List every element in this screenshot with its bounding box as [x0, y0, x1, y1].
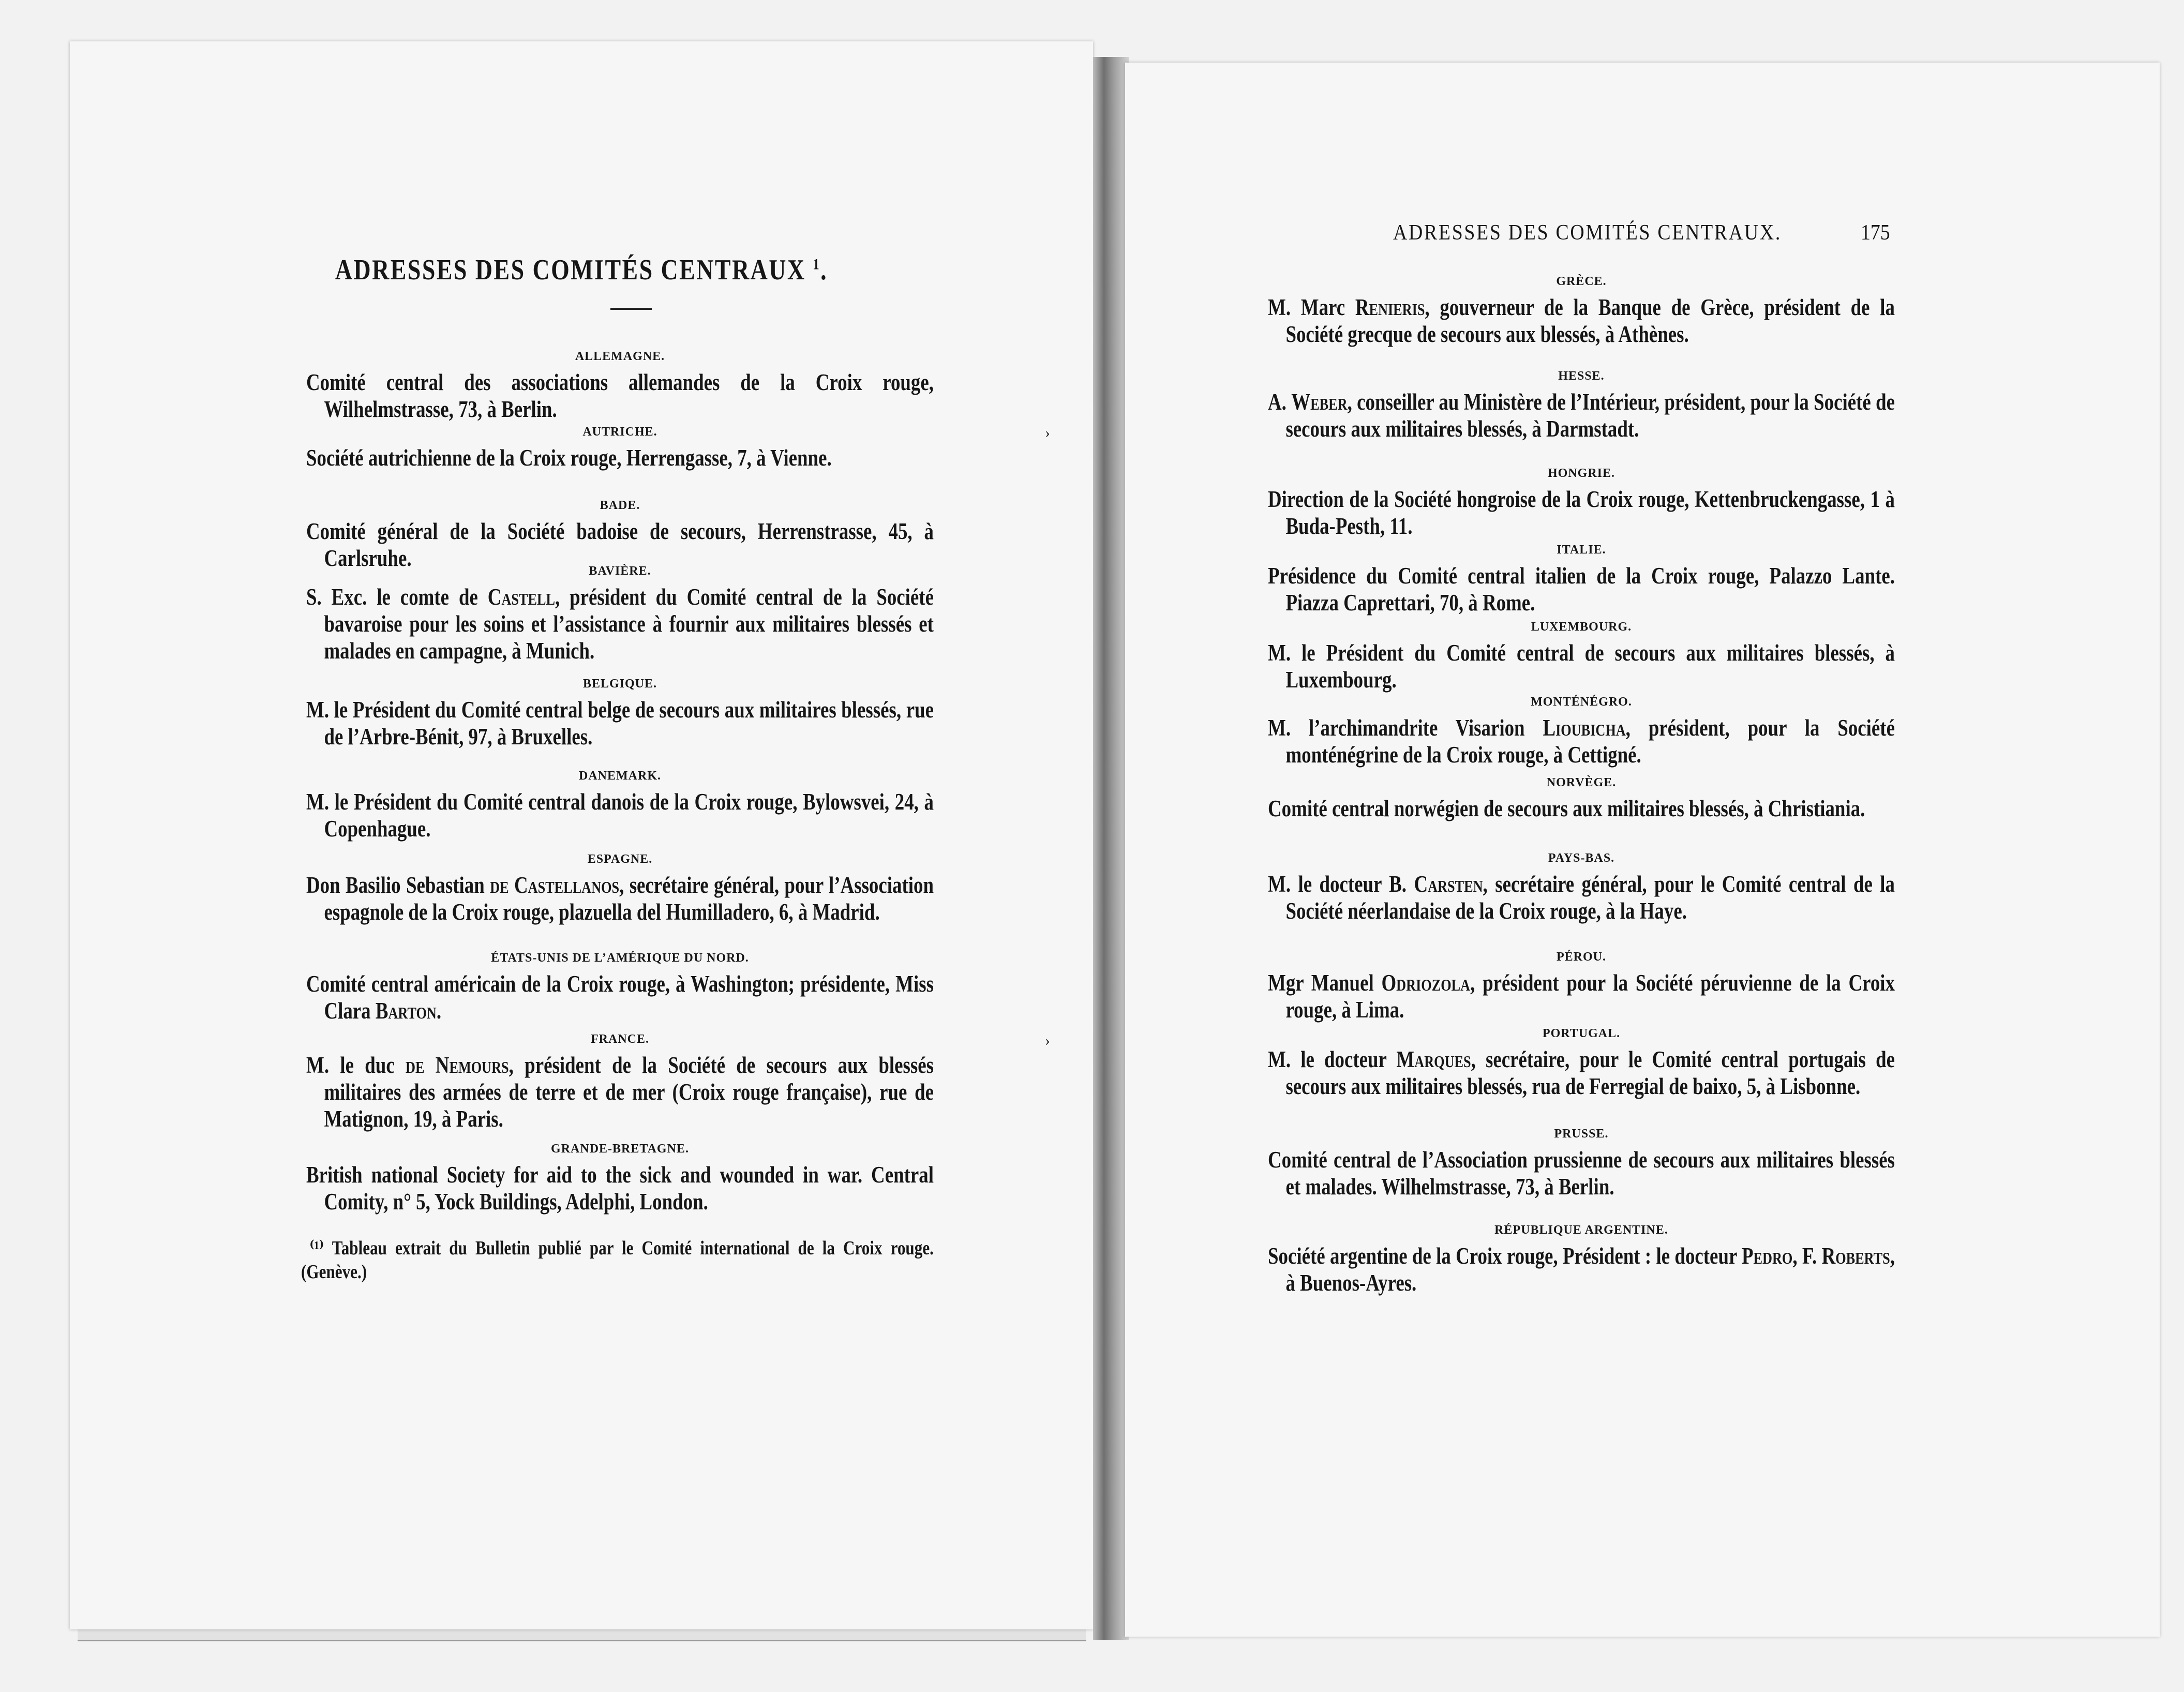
- country-heading: PAYS-BAS.: [1548, 851, 1615, 865]
- address-section: [306, 1032, 934, 1132]
- entry-text: , secrétaire général, pour l’Association espagnole de la Croix rouge, plazuella del Humilladero, 6, à Madrid.: [324, 872, 934, 925]
- country-heading: ÉTATS-UNIS DE L’AMÉRIQUE DU NORD.: [491, 951, 749, 965]
- entry-text: A.: [1268, 388, 1292, 415]
- page-title: ADRESSES DES COMITÉS CENTRAUX $^1$.: [335, 254, 828, 286]
- entry-wrap: [306, 444, 934, 471]
- entry-text: M. le Président du Comité central belge de secours aux militaires blessés, rue de l’Arbre-Bénit, 97, à Bruxelles.: [306, 696, 934, 750]
- entry-text: M. le docteur: [1268, 1046, 1397, 1072]
- entry-text: M. le Président du Comité central de secours aux militaires blessés, à Luxembourg.: [1268, 639, 1895, 693]
- address-section: [1268, 695, 1895, 768]
- address-entry: [306, 444, 934, 471]
- person-name: de Nemours: [406, 1052, 509, 1078]
- country-heading: LUXEMBOURG.: [1531, 620, 1632, 634]
- address-section: [306, 499, 934, 572]
- country-heading: ITALIE.: [1557, 543, 1606, 557]
- address-entry: [1268, 562, 1895, 616]
- country-heading: PRUSSE.: [1554, 1127, 1609, 1141]
- running-head: ADRESSES DES COMITÉS CENTRAUX.: [1393, 221, 1782, 245]
- entry-wrap: [306, 518, 934, 572]
- address-entry: [1268, 969, 1895, 1023]
- entry-wrap: [306, 872, 934, 925]
- address-entry: [1268, 1242, 1895, 1296]
- entry-wrap: [1268, 795, 1895, 822]
- person-name: Marques: [1396, 1046, 1471, 1072]
- address-section: [306, 350, 934, 423]
- person-name: Carsten: [1414, 871, 1483, 897]
- address-section: [306, 677, 934, 750]
- entry-wrap: [1268, 1242, 1895, 1296]
- entry-text: Direction de la Société hongroise de la Croix rouge, Kettenbruckengasse, 1 à Buda-Pesth, 11.: [1268, 486, 1895, 540]
- address-section: [306, 852, 934, 925]
- address-section: [306, 769, 934, 842]
- person-name: Weber: [1291, 388, 1348, 415]
- entry-text: , à Buenos-Ayres.: [1285, 1242, 1895, 1296]
- address-entry: [1268, 871, 1895, 924]
- footnote-wrap: [301, 1236, 934, 1284]
- entry-wrap: [306, 788, 934, 842]
- address-entry: [1268, 795, 1895, 822]
- address-section: [1268, 369, 1895, 442]
- address-entry: [1268, 1146, 1895, 1200]
- entry-wrap: [1268, 1146, 1895, 1200]
- entry-text: M. le Président du Comité central danois de la Croix rouge, Bylowsvei, 24, à Copenhague.: [306, 788, 934, 842]
- country-heading: GRANDE-BRETAGNE.: [551, 1142, 689, 1156]
- title-footnote-ref: 1: [813, 256, 821, 273]
- address-section: [1268, 467, 1895, 540]
- entry-text: M. Marc: [1268, 294, 1355, 320]
- address-section: [1268, 1027, 1895, 1100]
- entry-wrap: [1268, 1046, 1895, 1100]
- entry-text: , président, pour la Société monténégrine de la Croix rouge, à Cettigné.: [1285, 714, 1895, 768]
- address-entry: [1268, 639, 1895, 693]
- entry-text: Présidence du Comité central italien de la Croix rouge, Palazzo Lante. Piazza Caprettari, 70, à Rome.: [1268, 563, 1895, 616]
- address-entry: [1268, 388, 1895, 442]
- entry-text: , président du Comité central de la Société bavaroise pour les soins et l’assistance à fournir aux militaires blessés et malades en campagne, à Munich.: [324, 583, 934, 664]
- address-entry: [1268, 486, 1895, 540]
- entry-wrap: [306, 970, 934, 1024]
- country-heading: HONGRIE.: [1547, 467, 1615, 481]
- address-entry: [306, 369, 934, 423]
- person-name: Castell: [487, 583, 555, 610]
- entry-text: , président de la Société de secours aux blessés militaires des armées de terre et de mer (Croix rouge française), rue de Matignon, 19, à Paris.: [324, 1052, 934, 1132]
- address-entry: [306, 872, 934, 925]
- country-heading: GRÈCE.: [1556, 274, 1607, 288]
- address-section: [306, 1142, 934, 1215]
- book-gutter: [1093, 57, 1129, 1640]
- entry-wrap: [1268, 871, 1895, 924]
- entry-text: British national Society for aid to the sick and wounded in war. Central Comity, n° 5, Yock Buildings, Adelphi, London.: [306, 1162, 934, 1215]
- entry-text: , gouverneur de la Banque de Grèce, président de la Société grecque de secours aux blessés, à Athènes.: [1285, 294, 1895, 347]
- entry-text: M. l’archimandrite Visarion: [1268, 714, 1543, 741]
- address-entry: [1268, 1046, 1895, 1100]
- address-section: [1268, 950, 1895, 1023]
- country-heading: MONTÉNÉGRO.: [1531, 695, 1632, 709]
- country-heading: AUTRICHE.: [582, 425, 657, 439]
- entry-text: Comité central américain de la Croix rouge, à Washington; présidente, Miss Clara: [306, 971, 934, 1024]
- entry-wrap: [1268, 714, 1895, 768]
- person-name: Renieris: [1355, 294, 1425, 320]
- entry-text: Mgr Manuel: [1268, 969, 1382, 996]
- entry-wrap: [1268, 486, 1895, 540]
- address-entry: [1268, 294, 1895, 348]
- person-name: Lioubicha: [1543, 714, 1626, 741]
- entry-text: , président pour la Société péruvienne de la Croix rouge, à Lima.: [1285, 969, 1895, 1023]
- address-entry: [1268, 714, 1895, 768]
- title-rule: [610, 308, 652, 310]
- entry-text: , secrétaire général, pour le Comité central de la Société néerlandaise de la Croix rouge, à la Haye.: [1285, 871, 1895, 924]
- entry-wrap: [306, 583, 934, 664]
- person-name: Odriozola: [1381, 969, 1471, 996]
- right-page: [1125, 63, 2160, 1637]
- country-heading: HESSE.: [1558, 369, 1605, 383]
- entry-wrap: [306, 696, 934, 750]
- entry-text: , secrétaire, pour le Comité central portugais de secours aux militaires blessés, rua de Ferregial de baixo, 5, à Lisbonne.: [1285, 1046, 1895, 1099]
- person-name: Barton: [375, 998, 437, 1024]
- country-heading: ESPAGNE.: [587, 852, 653, 866]
- person-name: Pedro: [1741, 1242, 1793, 1269]
- left-page: [70, 41, 1093, 1629]
- address-section: [1268, 620, 1895, 693]
- entry-text: M. le duc: [306, 1052, 406, 1078]
- address-entry: [306, 970, 934, 1024]
- entry-wrap: [1268, 388, 1895, 442]
- entry-wrap: [306, 369, 934, 423]
- country-heading: PORTUGAL.: [1542, 1026, 1621, 1040]
- country-heading: DANEMARK.: [579, 769, 661, 783]
- entry-text: Société argentine de la Croix rouge, Président : le docteur: [1268, 1242, 1742, 1269]
- country-heading: FRANCE.: [591, 1032, 649, 1046]
- entry-wrap: [1268, 969, 1895, 1023]
- country-heading: RÉPUBLIQUE ARGENTINE.: [1494, 1223, 1668, 1237]
- title-text: ADRESSES DES COMITÉS CENTRAUX: [335, 254, 806, 286]
- entry-text: Comité central de l’Association prussienne de secours aux militaires blessés et malades. Wilhelmstrasse, 73, à Berlin.: [1268, 1146, 1895, 1200]
- entry-wrap: [1268, 294, 1895, 348]
- country-heading: BAVIÈRE.: [589, 564, 651, 578]
- country-heading: BADE.: [600, 499, 640, 513]
- address-section: [1268, 543, 1895, 616]
- entry-text: .: [436, 998, 442, 1024]
- entry-text: Comité central norwégien de secours aux militaires blessés, à Christiania.: [1268, 796, 1865, 822]
- entry-text: M. le docteur B.: [1268, 871, 1414, 897]
- page-number: 175: [1861, 221, 1890, 245]
- address-section: [1268, 776, 1895, 822]
- entry-text: Don Basilio Sebastian: [306, 872, 490, 899]
- address-entry: [306, 1052, 934, 1132]
- address-section: [1268, 1127, 1895, 1200]
- entry-text: Comité général de la Société badoise de secours, Herrenstrasse, 45, à Carlsruhe.: [306, 518, 934, 572]
- entry-wrap: [1268, 639, 1895, 693]
- country-heading: NORVÈGE.: [1546, 776, 1617, 790]
- person-name: Roberts: [1821, 1242, 1890, 1269]
- country-heading: ALLEMAGNE.: [575, 350, 665, 364]
- entry-wrap: [1268, 562, 1895, 616]
- address-section: [306, 951, 934, 1024]
- entry-wrap: [306, 1161, 934, 1215]
- footnote-text: ⁽¹⁾ Tableau extrait du Bulletin publié par le Comité international de la Croix rouge. (Genève.): [301, 1237, 934, 1283]
- address-entry: [306, 518, 934, 572]
- address-section: [1268, 1223, 1895, 1296]
- address-section: [1268, 851, 1895, 924]
- footnote: [301, 1236, 934, 1284]
- person-name: de Castellanos: [490, 872, 620, 899]
- entry-text: Société autrichienne de la Croix rouge, Herrengasse, 7, à Vienne.: [306, 444, 832, 471]
- address-section: [306, 425, 934, 471]
- scan-mark: ›: [1045, 1032, 1050, 1049]
- address-section: [306, 564, 934, 664]
- country-heading: PÉROU.: [1557, 950, 1606, 964]
- scan-mark: ›: [1045, 424, 1050, 441]
- country-heading: BELGIQUE.: [582, 677, 657, 691]
- entry-text: Comité central des associations allemandes de la Croix rouge, Wilhelmstrasse, 73, à Berlin.: [306, 369, 934, 423]
- address-entry: [306, 788, 934, 842]
- entry-text: S. Exc. le comte de: [306, 583, 488, 610]
- entry-wrap: [306, 1052, 934, 1132]
- entry-text: , conseiller au Ministère de l’Intérieur, président, pour la Société de secours aux militaires blessés, à Darmstadt.: [1285, 388, 1895, 442]
- entry-text: , F.: [1792, 1242, 1822, 1269]
- address-entry: [306, 1161, 934, 1215]
- address-entry: [306, 583, 934, 664]
- address-entry: [306, 696, 934, 750]
- address-section: [1268, 275, 1895, 348]
